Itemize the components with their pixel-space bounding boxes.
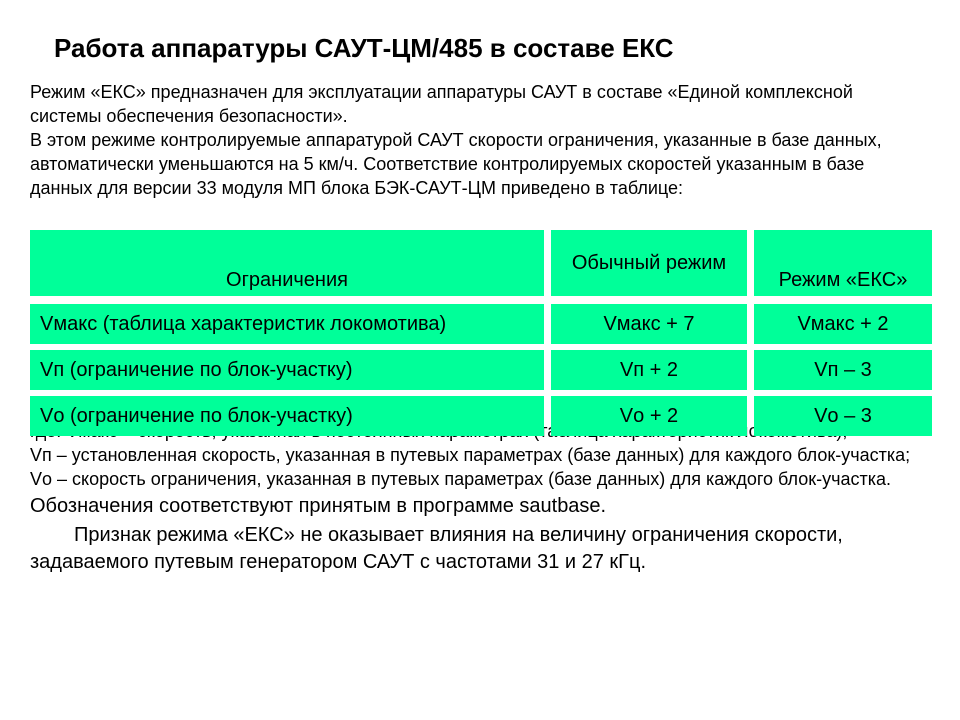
- table-row-vmax-limit: Vмакс (таблица характеристик локомотива): [30, 304, 544, 344]
- note-designations: Обозначения соответствуют принятым в программе sautbase.: [30, 495, 607, 517]
- note-vo: Vо – скорость ограничения, указанная в путевых параметрах (базе данных) для каждого блок-участка.: [30, 469, 892, 489]
- note-eks-flag: Признак режима «ЕКС» не оказывает влияния на величину ограничения скорости, задаваемого путевым генератором САУТ с частотами 31 и 27 кГц.: [30, 524, 843, 573]
- table-row-vp-limit: Vп (ограничение по блок-участку): [30, 350, 544, 390]
- table-row-vmax-normal: Vмакс + 7: [551, 304, 747, 344]
- slide-title: Работа аппаратуры САУТ-ЦМ/485 в составе ЕКС: [54, 33, 674, 63]
- table-row-vo-eks: Vо – 3: [754, 396, 932, 436]
- table-row-vp-eks: Vп – 3: [754, 350, 932, 390]
- intro-paragraph-speed-reduction: В этом режиме контролируемые аппаратурой САУТ скорости ограничения, указанные в базе данных, автоматически уменьшаются на 5 км/ч. Соответствие контролируемых скоростей указанным в базе данных для версии 33 модуля МП блока БЭК-САУТ-ЦМ приведено в таблице:: [30, 130, 882, 198]
- table-row-vp-normal: Vп + 2: [551, 350, 747, 390]
- note-vp: Vп – установленная скорость, указанная в путевых параметрах (базе данных) для каждого блок-участка;: [30, 445, 911, 465]
- table-header-eks-mode: Режим «ЕКС»: [754, 230, 932, 296]
- table-row-vo-limit: Vо (ограничение по блок-участку): [30, 396, 544, 436]
- table-row-vo-normal: Vо + 2: [551, 396, 747, 436]
- notes-block: [30, 419, 940, 576]
- table-row-vmax-eks: Vмакс + 2: [754, 304, 932, 344]
- table-header-normal-mode: Обычный режим: [551, 230, 747, 296]
- table-header-limits: Ограничения: [30, 230, 544, 296]
- intro-paragraph-eks-purpose: Режим «ЕКС» предназначен для эксплуатации аппаратуры САУТ в составе «Единой комплексной системы обеспечения безопасности».: [30, 82, 853, 126]
- intro-text: [30, 80, 910, 200]
